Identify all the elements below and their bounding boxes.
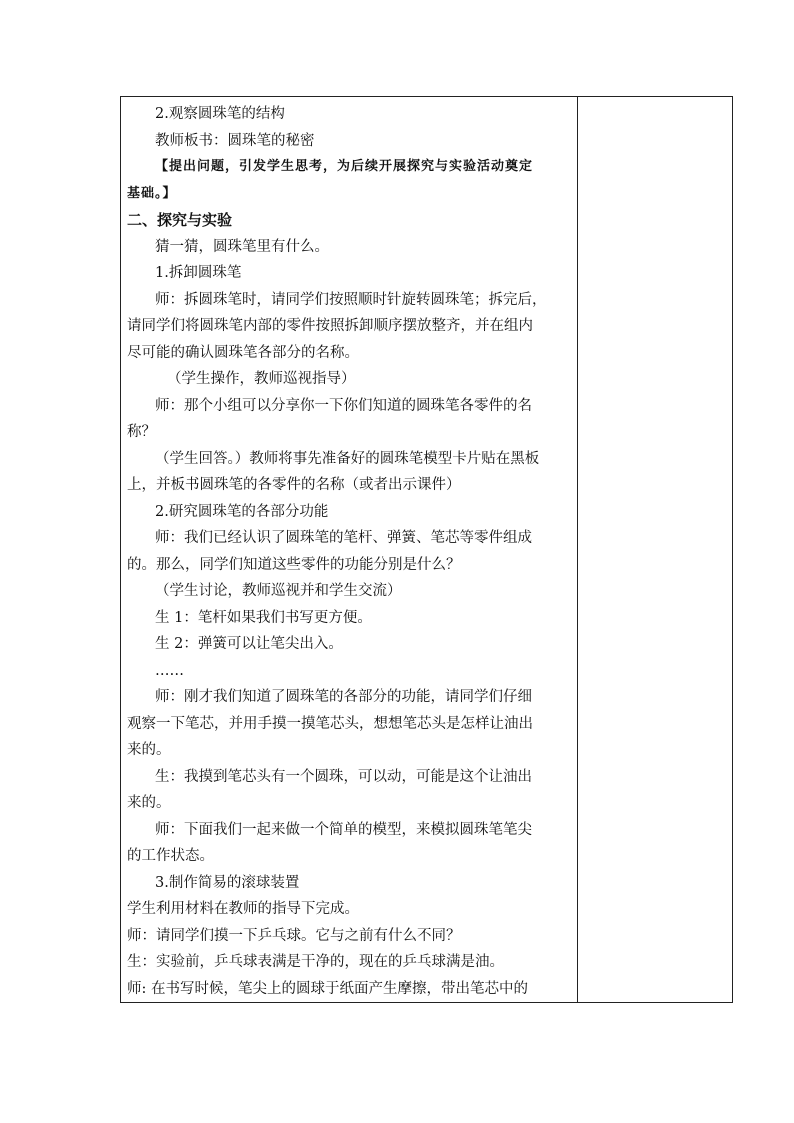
text-line: 1.拆卸圆珠笔	[155, 265, 242, 281]
text-line: 3.制作简易的滚球装置	[155, 874, 300, 891]
text-line: 师：刚才我们知道了圆珠笔的各部分的功能，请同学们仔细	[155, 689, 532, 705]
text-line: 师：请同学们摸一下乒乓球。它与之前有什么不同？	[127, 927, 461, 944]
text-line: 师：下面我们一起来做一个简单的模型，来模拟圆珠笔笔尖	[155, 821, 532, 838]
text-line: 基础。】	[127, 185, 177, 201]
lesson-content-cell	[127, 101, 573, 1002]
text-line: 生 1：笔杆如果我们书写更方便。	[155, 609, 372, 626]
text-line: 的。那么，同学们知道这些零件的功能分别是什么？	[127, 556, 461, 573]
text-line: 来的。	[127, 742, 171, 758]
text-line: 称？	[127, 424, 156, 440]
text-line: 教师板书：圆珠笔的秘密	[155, 132, 315, 149]
text-line: ……	[155, 662, 184, 679]
text-line: 生：实验前，乒乓球表满是干净的，现在的乒乓球满是油。	[127, 954, 504, 970]
text-line: 猜一猜，圆珠笔里有什么。	[155, 238, 329, 255]
notes-cell	[578, 97, 732, 1002]
text-line: 观察一下笔芯，并用手摸一摸笔芯头，想想笔芯头是怎样让油出	[127, 715, 533, 732]
text-line: 请同学们将圆珠笔内部的零件按照拆卸顺序摆放整齐，并在组内	[127, 318, 533, 334]
text-line: 师：拆圆珠笔时，请同学们按照顺时针旋转圆珠笔；拆完后，	[155, 291, 547, 308]
text-line: 来的。	[127, 795, 171, 811]
text-line: 的工作状态。	[127, 848, 214, 864]
text-line: 2.观察圆珠笔的结构	[155, 106, 285, 122]
text-line: 师：那个小组可以分享你一下你们知道的圆珠笔各零件的名	[155, 397, 532, 414]
text-line: 【提出问题，引发学生思考，为后续开展探究与实验活动奠定	[155, 159, 534, 174]
text-line: 二、探究与实验	[127, 211, 233, 229]
text-line: 师：我们已经认识了圆珠笔的笔杆、弹簧、笔芯等零件组成	[155, 530, 532, 546]
text-line: 生：我摸到笔芯头有一个圆珠，可以动，可能是这个让油出	[155, 768, 532, 785]
text-line: 生 2：弹簧可以让笔尖出入。	[155, 636, 343, 652]
text-line: （学生操作，教师巡视指导）	[167, 371, 356, 387]
text-line: 学生利用材料在教师的指导下完成。	[127, 901, 359, 917]
text-line: 尽可能的确认圆珠笔各部分的名称。	[127, 344, 359, 361]
text-line: 2.研究圆珠笔的各部分功能	[155, 503, 329, 520]
text-line: （学生回答。）教师将事先准备好的圆珠笔模型卡片贴在黑板	[155, 450, 540, 467]
lesson-table	[120, 96, 733, 1003]
text-line: 师: 在书写时候，笔尖上的圆球于纸面产生摩擦，带出笔芯中的	[127, 980, 528, 997]
text-line: （学生讨论，教师巡视并和学生交流）	[155, 583, 402, 599]
text-line: 上，并板书圆珠笔的各零件的名称（或者出示课件）	[127, 477, 461, 493]
